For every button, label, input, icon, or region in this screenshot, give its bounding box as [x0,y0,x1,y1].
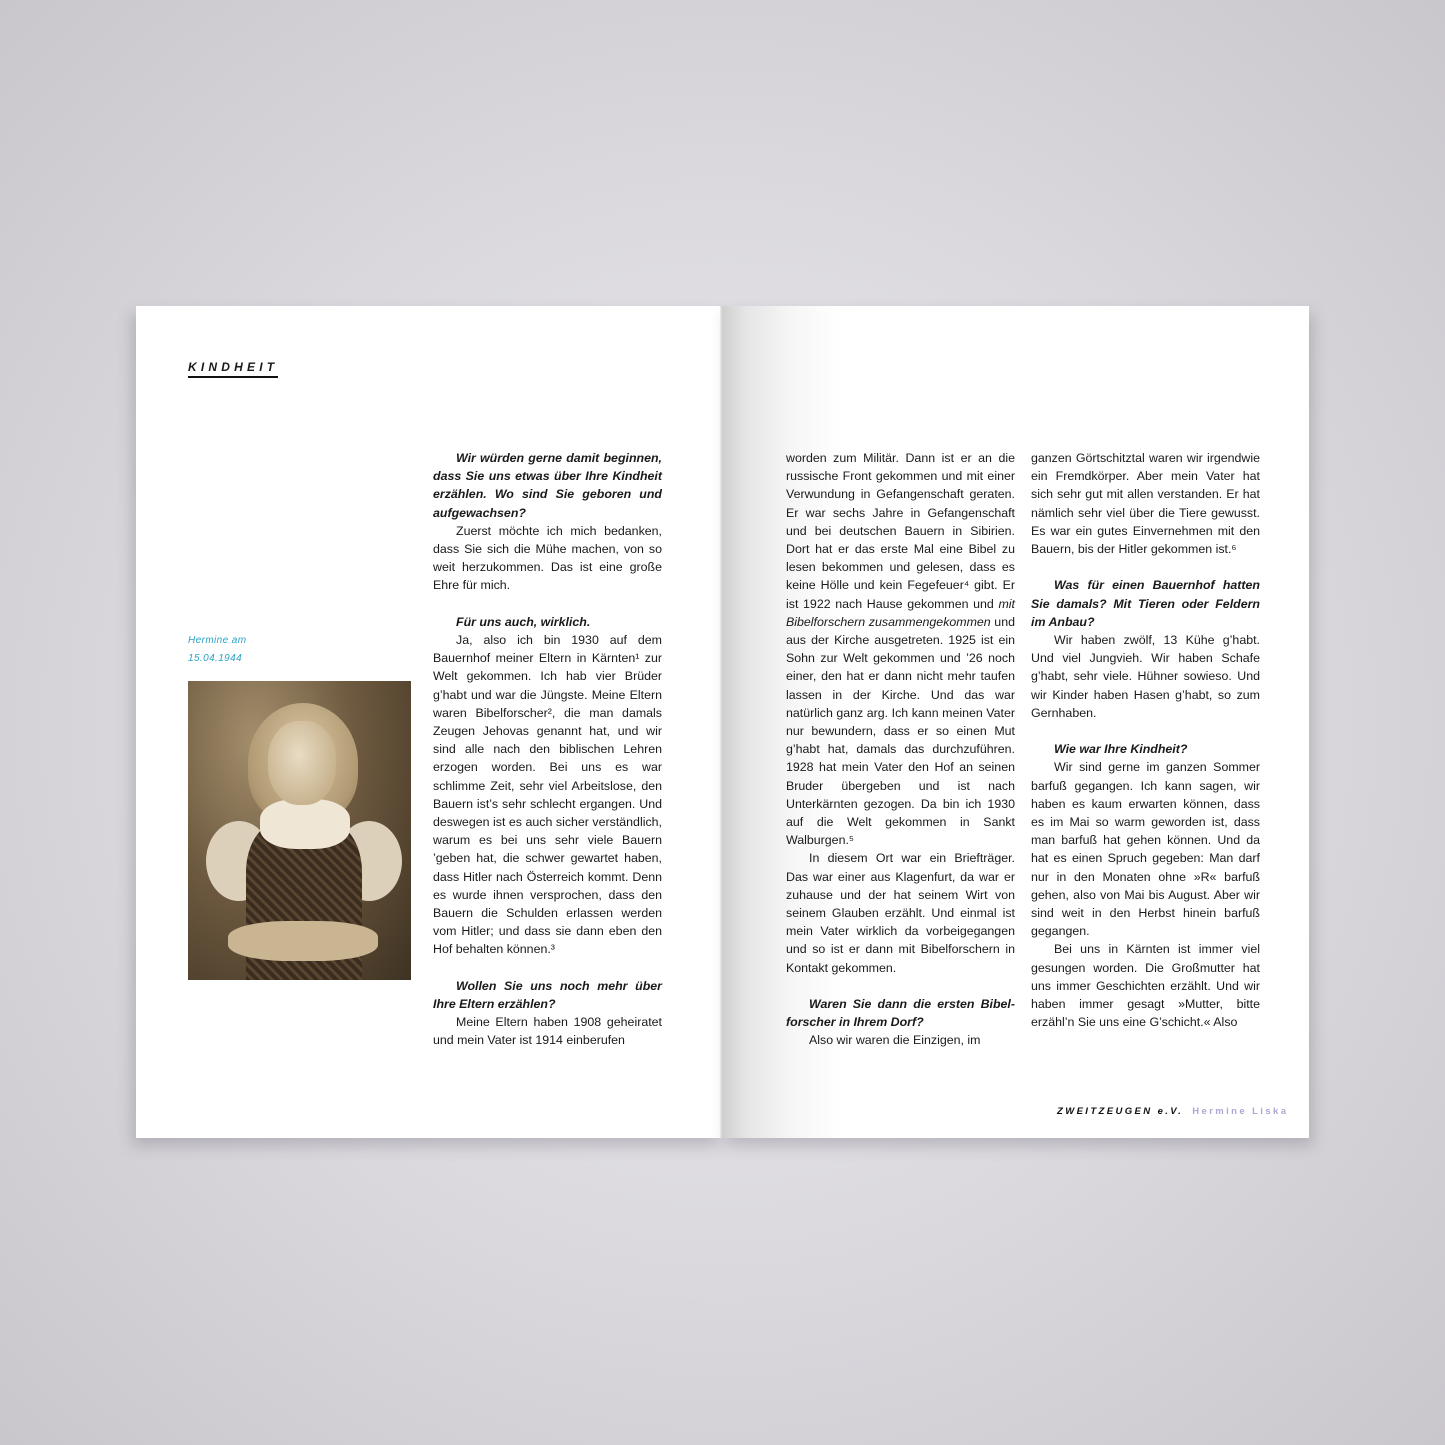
interview-question: Für uns auch, wirklich. [456,614,591,629]
caption-line-2: 15.04.1944 [188,653,243,665]
answer-italic-text: mit Bibelforschern zusammengekommen [786,596,1015,629]
answer-text: und aus der Kirche ausgetreten. 1925 ist ein Sohn zur Welt gekommen und ’26 noch einer, den hat er dann nicht mehr taufen lassen in der Kirche. Und das war natürlich ganz arg. Ich kann meinen Vater nur bewundern, dass er so einen Mut g’habt hat, damals das durchzuführen. 1928 hat mein Vater den Hof an seinen Bruder übergeben und ist nach Unterkärnten gezogen. Da bin ich 1930 auf die Welt gekommen in Sankt Walburgen.⁵ [786,614,1015,848]
interview-answer: Meine Eltern haben 1908 geheiratet und mein Vater ist 1914 einberufen [433,1015,662,1048]
portrait-photo [188,681,411,980]
text-column-middle [786,449,1015,1050]
text-column-right [1031,449,1260,1031]
interview-answer: Zuerst möchte ich mich bedanken, dass Sie sich die Mühe machen, von so weit herzukommen. Das ist eine große Ehre für mich. [433,523,662,593]
interview-answer: Wir sind gerne im ganzen Sommer barfuß gegangen. Ich kann sagen, wir haben es kaum erwarten können, dass es im Mai so warm geworden ist, dass man barfuß hat gehen können. Und da hat es einen Spruch gegeben: Man darf nur in den Monaten ohne »R« barfuß gehen, also von Mai bis August. Aber wir sind weit in den Herbst hinein barfuß gegangen. [1031,760,1260,939]
footer-organization: ZWEITZEUGEN e.V. [1057,1106,1184,1117]
interview-answer: Bei uns in Kärnten ist immer viel gesungen worden. Die Großmutter hat uns immer Geschichten erzählt. Und wir haben immer gesagt »Mutter, bitte erzähl’n Sie uns eine G’schicht.« Also [1031,942,1260,1030]
page-footer [1057,1106,1288,1117]
section-heading: KINDHEIT [188,360,278,378]
text-column-left [433,449,662,1050]
interview-answer: Wir haben zwölf, 13 Kühe g’habt. Und viel Jungvieh. Wir haben Schafe g’habt, sehr viele. Hühner sowieso. Und wir Kinder haben Hasen g’habt, so zum Gernhaben. [1031,633,1260,720]
interview-question: Waren Sie dann die ersten Bibelforscher in Ihrem Dorf? [786,997,1015,1030]
book-spine [720,306,723,1138]
footer-person: Hermine Liska [1192,1106,1289,1117]
interview-question: Wir würden gerne damit beginnen, dass Sie uns etwas über Ihre Kindheit erzählen. Wo sind Sie geboren und aufgewachsen? [433,451,662,520]
caption-line-1: Hermine am [188,635,247,646]
interview-answer-continued [786,449,1015,849]
interview-answer: In diesem Ort war ein Briefträger. Das war einer aus Klagenfurt, da war er zuhause und der hat seinem Wirt von seinem Glauben erzählt. Und einmal ist mein Vater wirklich da vorbeigegangen und so ist er dann mit Bibelforschern in Kontakt gekommen. [786,851,1015,975]
interview-answer-continued: ganzen Görtschitztal waren wir irgendwie ein Fremdkörper. Aber mein Vater hat sich sehr gut mit allen verstanden. Er hat nämlich sehr viel über die Tiere gewusst. Es war ein gutes Einvernehmen mit den Bauern, bis der Hitler gekommen ist.⁶ [1031,451,1260,557]
photo-face [268,721,336,805]
interview-answer: Also wir waren die Einzigen, im [809,1033,981,1048]
interview-question: Wollen Sie uns noch mehr über Ihre Eltern erzählen? [433,978,662,1012]
interview-question: Was für einen Bauernhof hatten Sie damals? Mit Tieren oder Feldern im Anbau? [1031,578,1260,629]
answer-text: worden zum Militär. Dann ist er an die russische Front gekommen und mit einer Verwundung in Gefangenschaft geraten. Er war sechs Jahre in Gefangenschaft und bei deutschen Bauern in Sibirien. Dort hat er das erste Mal eine Bibel zu lesen bekommen und gelesen, dass es keine Hölle und kein Fegefeuer⁴ gibt. Er ist 1922 nach Hause gekommen und [786,451,1015,611]
interview-answer: Ja, also ich bin 1930 auf dem Bauernhof meiner Eltern in Kärnten¹ zur Welt gekommen. Ich hab vier Brüder g’habt und war die Jüngste. Meine Eltern waren Bibelforscher², die man damals Zeugen Jehovas genannt hat, und wir sind alle nach den biblischen Lehren erzogen worden. Bei uns es war schlimme Zeit, sehr viel Arbeitslose, den Bauern ist’s sehr schlecht ergangen. Und deswegen ist es auch sicher verständlich, warum es bei uns sehr viele Bauern ’geben hat, die schwer gewartet haben, dass Hitler nach Österreich kommt. Denn es wurde ihnen versprochen, dass den Bauern die Schulden erlassen werden vom Hitler; und dass sie dann eben den Hof behalten können.³ [433,633,662,957]
photo-caption [188,632,246,669]
photo-arms [228,921,378,961]
photo-collar [260,799,350,849]
interview-question: Wie war Ihre Kindheit? [1054,742,1188,757]
